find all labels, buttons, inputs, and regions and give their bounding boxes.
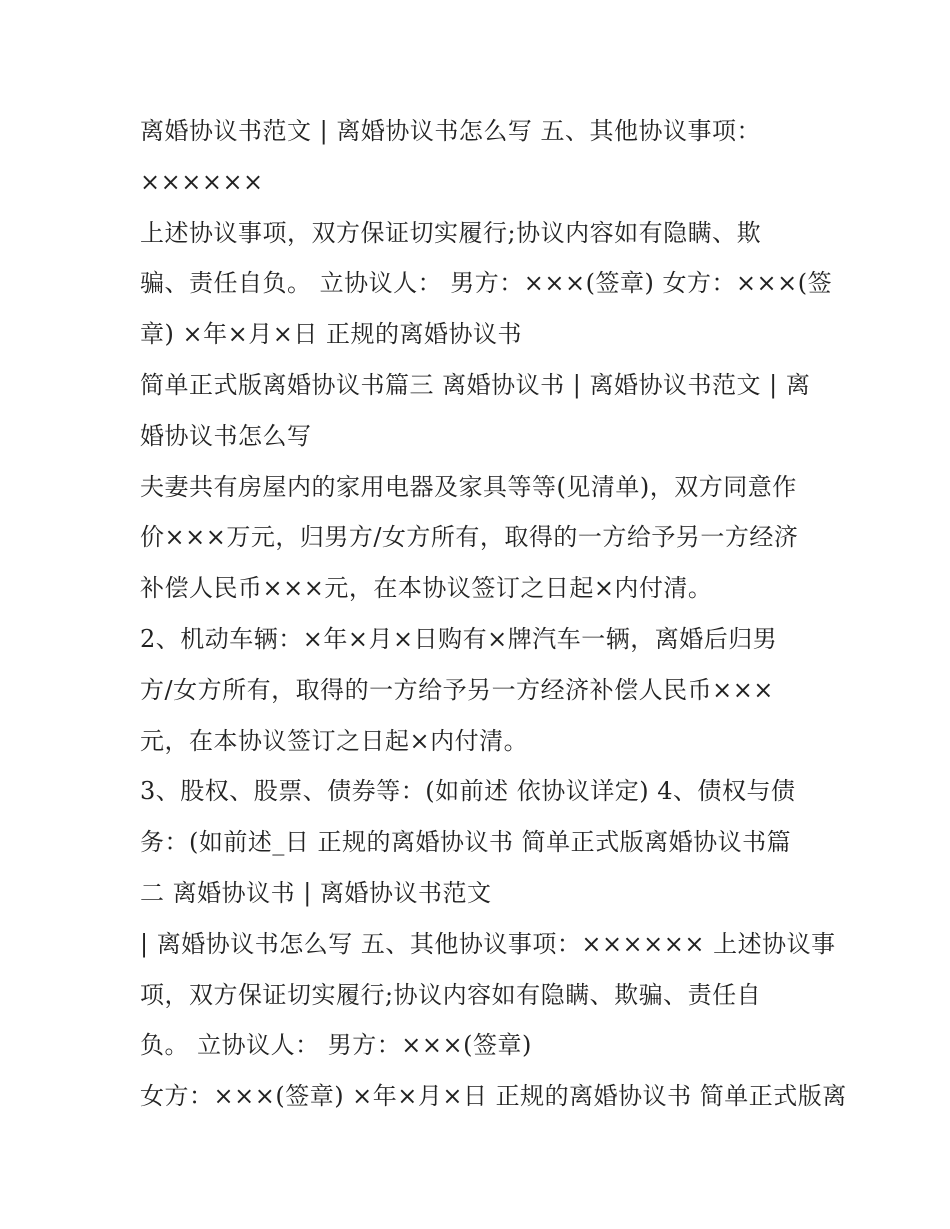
text-line: 务：(如前述_日 正规的离婚协议书 简单正式版离婚协议书篇 (140, 828, 792, 857)
text-line: ×××××× (140, 167, 264, 196)
document-body (140, 106, 847, 1122)
text-line: 章) ×年×月×日 正规的离婚协议书 (140, 320, 522, 349)
text-line: 价×××万元，归男方/女方所有，取得的一方给予另一方经济 (140, 523, 799, 552)
text-line: 婚协议书怎么写 (140, 421, 312, 450)
text-line: 离婚协议书范文 | 离婚协议书怎么写 五、其他协议事项： (140, 117, 761, 145)
text-line: 项，双方保证切实履行;协议内容如有隐瞒、欺骗、责任自 (140, 980, 762, 1009)
text-line: 夫妻共有房屋内的家用电器及家具等等(见清单)，双方同意作 (140, 472, 797, 501)
text-line: 补偿人民币×××元，在本协议签订之日起×内付清。 (140, 574, 713, 603)
text-line: 女方：×××(签章) ×年×月×日 正规的离婚协议书 简单正式版离 (140, 1082, 847, 1111)
text-line: 上述协议事项，双方保证切实履行;协议内容如有隐瞒、欺 (140, 218, 762, 247)
text-line: 二 离婚协议书 | 离婚协议书范文 (140, 878, 492, 907)
text-line: 负。 立协议人： 男方：×××(签章) (140, 1031, 532, 1060)
text-line: 元，在本协议签订之日起×内付清。 (140, 726, 529, 755)
text-line: | 离婚协议书怎么写 五、其他协议事项：×××××× 上述协议事 (140, 929, 836, 958)
text-line: 骗、责任自负。 立协议人： 男方：×××(签章) 女方：×××(签 (140, 269, 833, 298)
text-line: 方/女方所有，取得的一方给予另一方经济补偿人民币××× (140, 675, 774, 704)
text-line: 简单正式版离婚协议书篇三 离婚协议书 | 离婚协议书范文 | 离 (140, 370, 811, 399)
text-line: 2、机动车辆：×年×月×日购有×牌汽车一辆，离婚后归男 (140, 624, 778, 653)
text-line: 3、股权、股票、债券等：(如前述 依协议详定) 4、债权与债 (140, 777, 796, 806)
